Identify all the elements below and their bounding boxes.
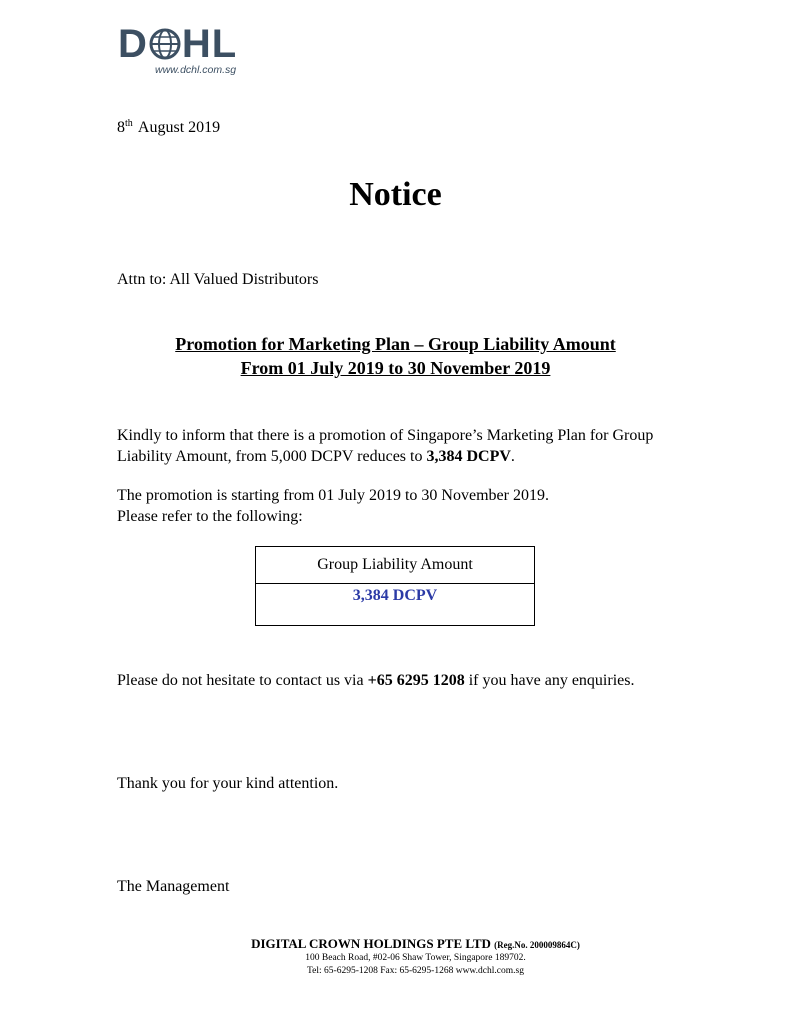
table-value: 3,384 DCPV <box>352 587 438 604</box>
date-day: 8 <box>117 119 125 136</box>
contact-text-end: if you have any enquiries. <box>464 672 635 689</box>
attention-line: Attn to: All Valued Distributors <box>117 271 319 288</box>
notice-date <box>117 118 220 137</box>
thanks-line: Thank you for your kind attention. <box>117 775 339 792</box>
logo-letters-right: HL <box>181 22 238 66</box>
footer-company <box>0 936 791 952</box>
promotion-heading-line2: From 01 July 2019 to 30 November 2019 <box>240 358 551 378</box>
intro-amount: 3,384 DCPV <box>426 448 511 465</box>
intro-text: Kindly to inform that there is a promotion of Singapore’s Marketing Plan for Group Liability Amount, from 5,000 DCPV reduces to <box>117 427 654 465</box>
globe-icon <box>149 28 181 60</box>
footer-address: 100 Beach Road, #02-06 Shaw Tower, Singapore 189702. <box>305 953 526 963</box>
contact-phone: +65 6295 1208 <box>367 672 465 689</box>
date-suffix: th <box>125 118 133 129</box>
footer-company-name: DIGITAL CROWN HOLDINGS PTE LTD <box>251 936 491 951</box>
logo-letters-left: D <box>118 22 148 66</box>
promotion-heading-line1: Promotion for Marketing Plan – Group Liability Amount <box>175 334 616 354</box>
logo-wordmark <box>118 24 237 64</box>
contact-text: Please do not hesitate to contact us via <box>117 672 368 689</box>
refer-line: Please refer to the following: <box>117 508 303 525</box>
paragraph-period <box>117 485 697 527</box>
table-header: Group Liability Amount <box>256 547 534 584</box>
date-rest: August 2019 <box>137 119 221 136</box>
paragraph-intro <box>117 425 697 467</box>
signature: The Management <box>117 878 230 895</box>
company-logo <box>118 24 248 84</box>
page-title: Notice <box>349 176 442 213</box>
paragraph-contact <box>117 670 677 691</box>
period-line: The promotion is starting from 01 July 2019 to 30 November 2019. <box>117 487 549 504</box>
footer-reg-no: (Reg.No. 200009864C) <box>494 940 580 950</box>
intro-end: . <box>510 448 515 465</box>
footer-contact: Tel: 65-6295-1208 Fax: 65-6295-1268 www.dchl.com.sg <box>307 966 524 976</box>
logo-url: www.dchl.com.sg <box>155 64 237 76</box>
liability-table <box>255 546 535 626</box>
